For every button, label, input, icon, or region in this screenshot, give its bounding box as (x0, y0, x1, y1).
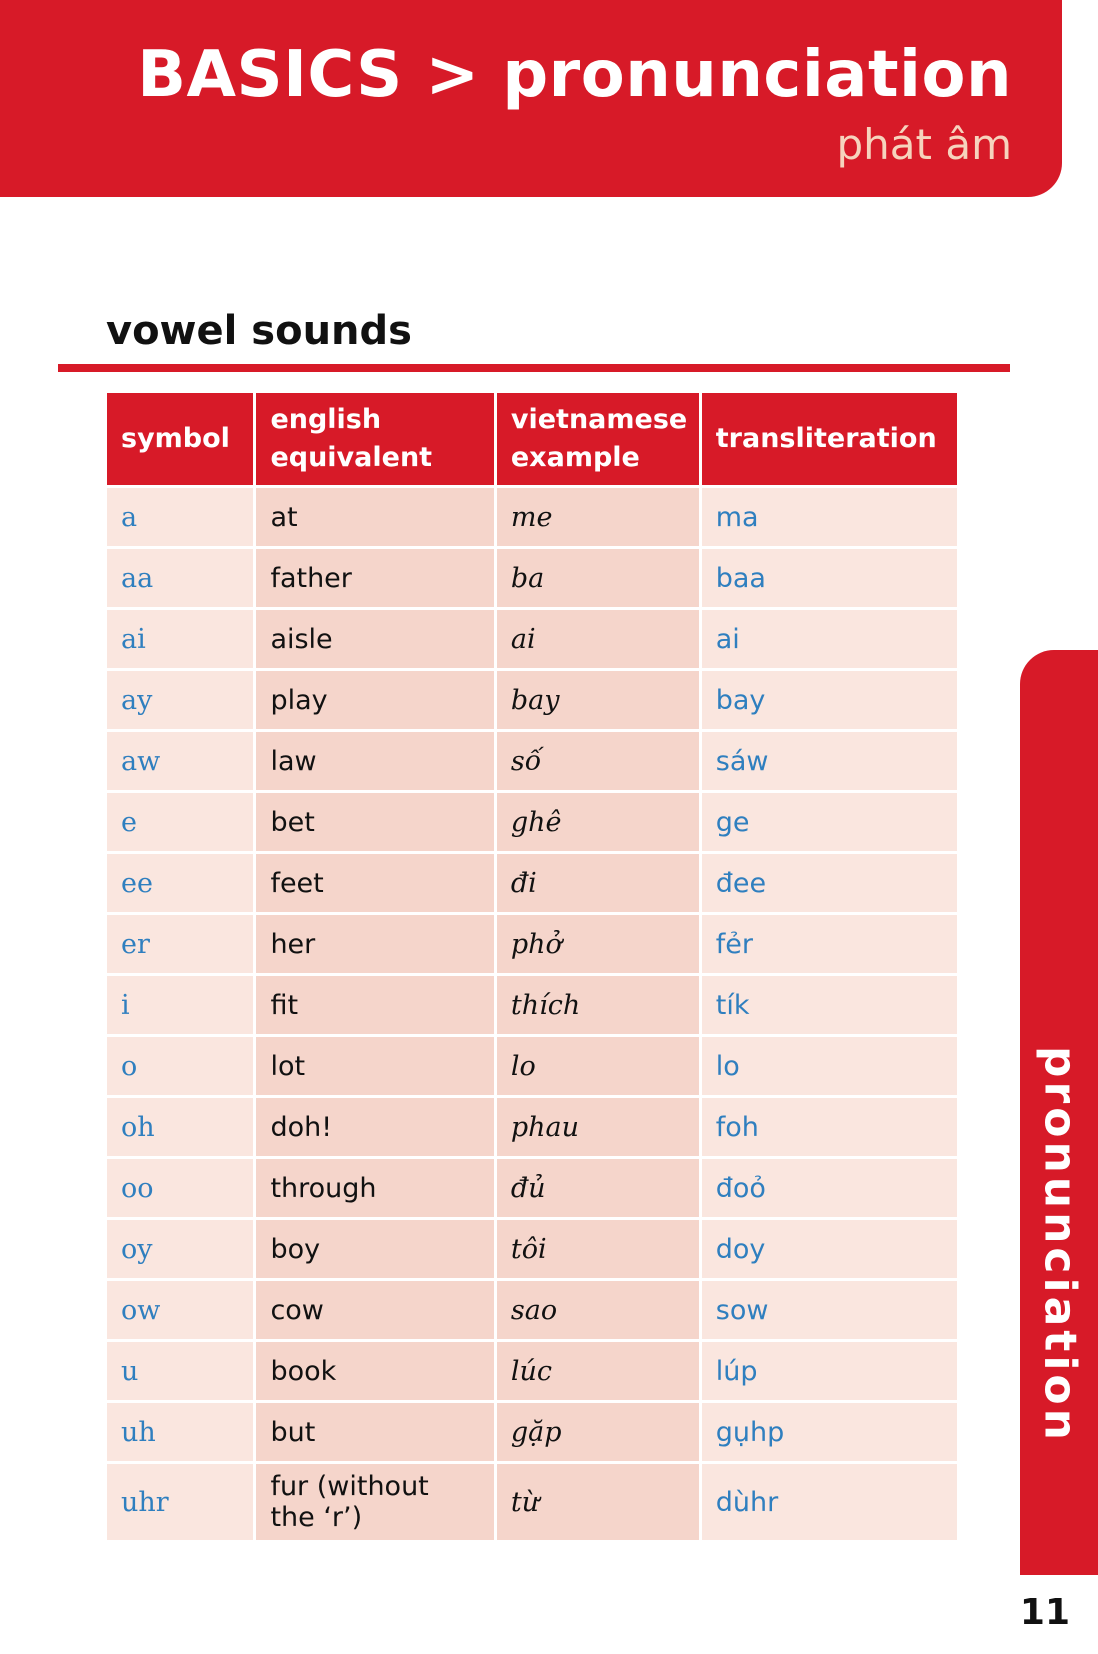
table-row (107, 854, 957, 912)
symbol-cell: e (107, 793, 253, 851)
transliteration-cell: ma (702, 488, 957, 546)
vietnamese-cell: tôi (497, 1220, 699, 1278)
english-cell: through (256, 1159, 493, 1217)
vietnamese-cell: sao (497, 1281, 699, 1339)
table-row (107, 488, 957, 546)
english-cell: at (256, 488, 493, 546)
transliteration-cell: dùhr (702, 1464, 957, 1540)
table-row (107, 1220, 957, 1278)
vietnamese-cell: từ (497, 1464, 699, 1540)
vowel-sounds-table (104, 390, 960, 1543)
table-row (107, 915, 957, 973)
transliteration-cell: lo (702, 1037, 957, 1095)
english-cell: play (256, 671, 493, 729)
page-subtitle: phát âm (836, 120, 1012, 169)
english-cell: but (256, 1403, 493, 1461)
english-cell: fur (without the ‘r’) (256, 1464, 493, 1540)
english-cell: her (256, 915, 493, 973)
transliteration-cell: baa (702, 549, 957, 607)
vietnamese-cell: lo (497, 1037, 699, 1095)
vietnamese-cell: ai (497, 610, 699, 668)
symbol-cell: ay (107, 671, 253, 729)
symbol-cell: aw (107, 732, 253, 790)
vietnamese-cell: phở (497, 915, 699, 973)
vietnamese-cell: số (497, 732, 699, 790)
transliteration-cell: sow (702, 1281, 957, 1339)
table-row (107, 793, 957, 851)
side-tab-label: pronunciation (1034, 1046, 1086, 1444)
english-cell: cow (256, 1281, 493, 1339)
transliteration-cell: ge (702, 793, 957, 851)
section-title: vowel sounds (106, 308, 412, 354)
table-row (107, 671, 957, 729)
table-row (107, 976, 957, 1034)
table-header-row (107, 393, 957, 485)
vietnamese-cell: thích (497, 976, 699, 1034)
table-body (107, 488, 957, 1540)
transliteration-cell: foh (702, 1098, 957, 1156)
section-divider (58, 364, 1010, 372)
header-symbol: symbol (107, 393, 253, 485)
header-vietnamese-example: vietnamese example (497, 393, 699, 485)
page-title: BASICS > pronunciation (137, 38, 1012, 112)
vietnamese-cell: ghê (497, 793, 699, 851)
english-cell: father (256, 549, 493, 607)
vietnamese-cell: phau (497, 1098, 699, 1156)
english-cell: bet (256, 793, 493, 851)
vietnamese-cell: gặp (497, 1403, 699, 1461)
symbol-cell: oy (107, 1220, 253, 1278)
english-cell: law (256, 732, 493, 790)
vietnamese-cell: bay (497, 671, 699, 729)
transliteration-cell: fẻr (702, 915, 957, 973)
transliteration-cell: bay (702, 671, 957, 729)
symbol-cell: ow (107, 1281, 253, 1339)
vietnamese-cell: đi (497, 854, 699, 912)
symbol-cell: ee (107, 854, 253, 912)
symbol-cell: oo (107, 1159, 253, 1217)
english-cell: book (256, 1342, 493, 1400)
transliteration-cell: sáw (702, 732, 957, 790)
symbol-cell: a (107, 488, 253, 546)
transliteration-cell: gụhp (702, 1403, 957, 1461)
symbol-cell: u (107, 1342, 253, 1400)
english-cell: feet (256, 854, 493, 912)
vietnamese-cell: đủ (497, 1159, 699, 1217)
symbol-cell: er (107, 915, 253, 973)
table-row (107, 549, 957, 607)
table-row (107, 1281, 957, 1339)
symbol-cell: uhr (107, 1464, 253, 1540)
symbol-cell: aa (107, 549, 253, 607)
table-row (107, 732, 957, 790)
table-row (107, 1464, 957, 1540)
vietnamese-cell: lúc (497, 1342, 699, 1400)
english-cell: fit (256, 976, 493, 1034)
symbol-cell: oh (107, 1098, 253, 1156)
english-cell: boy (256, 1220, 493, 1278)
table-row (107, 1342, 957, 1400)
symbol-cell: uh (107, 1403, 253, 1461)
header-transliteration: transliteration (702, 393, 957, 485)
transliteration-cell: đoỏ (702, 1159, 957, 1217)
header-english-equivalent: english equivalent (256, 393, 493, 485)
symbol-cell: o (107, 1037, 253, 1095)
table-row (107, 1037, 957, 1095)
symbol-cell: ai (107, 610, 253, 668)
transliteration-cell: lúp (702, 1342, 957, 1400)
table-row (107, 1403, 957, 1461)
table-row (107, 610, 957, 668)
english-cell: aisle (256, 610, 493, 668)
transliteration-cell: ai (702, 610, 957, 668)
english-cell: doh! (256, 1098, 493, 1156)
table-row (107, 1098, 957, 1156)
page-number: 11 (1019, 1592, 1070, 1633)
symbol-cell: i (107, 976, 253, 1034)
english-cell: lot (256, 1037, 493, 1095)
table-row (107, 1159, 957, 1217)
transliteration-cell: tík (702, 976, 957, 1034)
transliteration-cell: đee (702, 854, 957, 912)
vietnamese-cell: ba (497, 549, 699, 607)
page-header (0, 0, 1062, 197)
transliteration-cell: doy (702, 1220, 957, 1278)
vietnamese-cell: me (497, 488, 699, 546)
